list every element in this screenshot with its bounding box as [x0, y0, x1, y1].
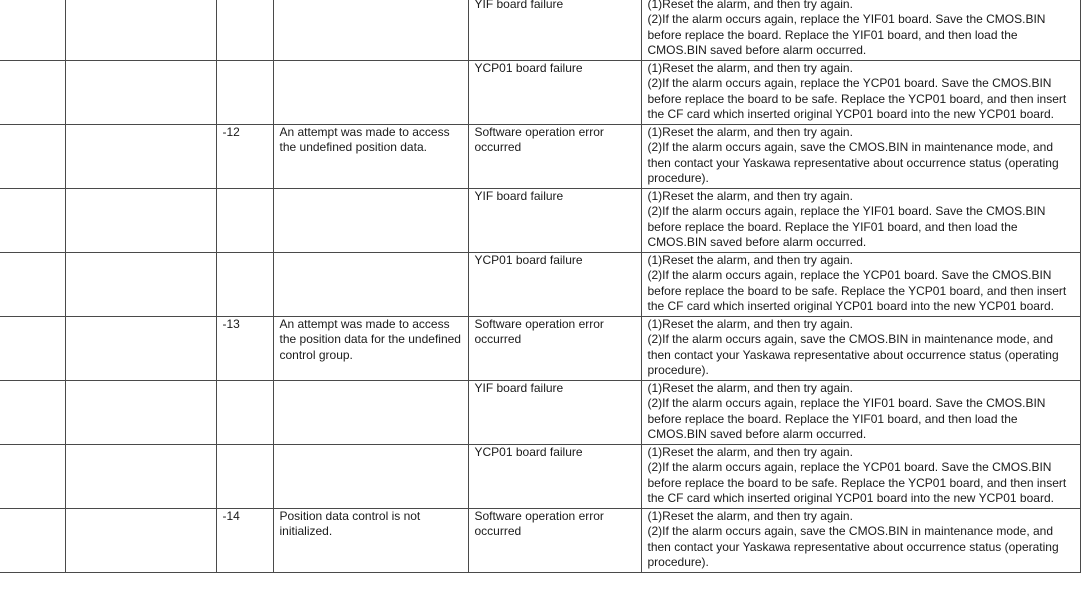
meaning-cell [273, 253, 468, 317]
cause-cell [468, 381, 641, 445]
meaning-cell [273, 125, 468, 189]
cause-text: YIF board failure [474, 189, 564, 203]
cause-text: YCP01 board failure [474, 253, 583, 267]
alarm-name-cell [65, 125, 216, 189]
alarm-code-cell [0, 189, 65, 253]
cause-text: Software operation error occurred [474, 509, 604, 539]
remedy-cell [641, 381, 1080, 445]
meaning-text: An attempt was made to access the position data for the undefined control group. [279, 317, 461, 362]
cause-text: YCP01 board failure [474, 445, 583, 459]
sub-code-text: -13 [222, 317, 240, 331]
table-row [0, 189, 1080, 253]
meaning-cell [273, 0, 468, 61]
sub-code-cell [216, 125, 273, 189]
alarm-name-cell [65, 381, 216, 445]
alarm-name-cell [65, 0, 216, 61]
remedy-text: (1)Reset the alarm, and then try again. (2)If the alarm occurs again, save the CMOS.BIN in maintenance mode, and then contact your Yaskawa representative about occurrence status (operating procedure). [647, 317, 1059, 377]
sub-code-cell [216, 253, 273, 317]
cause-cell [468, 509, 641, 573]
cause-cell [468, 61, 641, 125]
remedy-cell [641, 61, 1080, 125]
alarm-code-cell [0, 445, 65, 509]
sub-code-cell [216, 509, 273, 573]
remedy-text: (1)Reset the alarm, and then try again. (2)If the alarm occurs again, replace the YIF01 board. Save the CMOS.BIN before replace the board. Replace the YIF01 board, and then load the CMOS.BIN saved before alarm occurred. [647, 0, 1046, 57]
alarm-code-cell [0, 61, 65, 125]
remedy-cell [641, 317, 1080, 381]
sub-code-cell [216, 317, 273, 381]
sub-code-cell [216, 189, 273, 253]
alarm-name-cell [65, 253, 216, 317]
table-row [0, 61, 1080, 125]
sub-code-text: -12 [222, 125, 240, 139]
remedy-cell [641, 253, 1080, 317]
cause-text: YCP01 board failure [474, 61, 583, 75]
cause-text: YIF board failure [474, 381, 564, 395]
sub-code-text: -14 [222, 509, 240, 523]
remedy-cell [641, 0, 1080, 61]
cause-cell [468, 445, 641, 509]
table-row [0, 509, 1080, 573]
cause-text: Software operation error occurred [474, 317, 604, 347]
sub-code-cell [216, 61, 273, 125]
alarm-name-cell [65, 189, 216, 253]
table-row [0, 253, 1080, 317]
alarm-name-cell [65, 61, 216, 125]
meaning-cell [273, 189, 468, 253]
remedy-text: (1)Reset the alarm, and then try again. (2)If the alarm occurs again, save the CMOS.BIN in maintenance mode, and then contact your Yaskawa representative about occurrence status (operating procedure). [647, 125, 1059, 185]
alarm-code-cell [0, 125, 65, 189]
sub-code-cell [216, 381, 273, 445]
meaning-cell [273, 509, 468, 573]
cause-cell [468, 253, 641, 317]
cause-cell [468, 0, 641, 61]
table-row [0, 0, 1080, 61]
remedy-text: (1)Reset the alarm, and then try again. (2)If the alarm occurs again, replace the YCP01 board. Save the CMOS.BIN before replace the board to be safe. Replace the YCP01 board, and then insert the CF card which inserted original YCP01 board into the new YCP01 board. [647, 61, 1067, 121]
alarm-name-cell [65, 509, 216, 573]
alarm-code-cell [0, 0, 65, 61]
cause-text: Software operation error occurred [474, 125, 604, 155]
table-row [0, 125, 1080, 189]
meaning-cell [273, 317, 468, 381]
meaning-text: An attempt was made to access the undefined position data. [279, 125, 450, 155]
cause-cell [468, 317, 641, 381]
remedy-text: (1)Reset the alarm, and then try again. (2)If the alarm occurs again, replace the YCP01 board. Save the CMOS.BIN before replace the board to be safe. Replace the YCP01 board, and then insert the CF card which inserted original YCP01 board into the new YCP01 board. [647, 445, 1067, 505]
remedy-cell [641, 189, 1080, 253]
sub-code-cell [216, 445, 273, 509]
remedy-cell [641, 509, 1080, 573]
cause-cell [468, 189, 641, 253]
meaning-cell [273, 381, 468, 445]
remedy-text: (1)Reset the alarm, and then try again. (2)If the alarm occurs again, replace the YIF01 board. Save the CMOS.BIN before replace the board. Replace the YIF01 board, and then load the CMOS.BIN saved before alarm occurred. [647, 381, 1046, 441]
remedy-cell [641, 125, 1080, 189]
cause-cell [468, 125, 641, 189]
remedy-text: (1)Reset the alarm, and then try again. (2)If the alarm occurs again, replace the YCP01 board. Save the CMOS.BIN before replace the board to be safe. Replace the YCP01 board, and then insert the CF card which inserted original YCP01 board into the new YCP01 board. [647, 253, 1067, 313]
meaning-text: Position data control is not initialized. [279, 509, 421, 539]
sub-code-cell [216, 0, 273, 61]
meaning-cell [273, 61, 468, 125]
alarm-code-cell [0, 509, 65, 573]
cause-text: YIF board failure [474, 0, 564, 11]
alarm-name-cell [65, 445, 216, 509]
meaning-cell [273, 445, 468, 509]
remedy-cell [641, 445, 1080, 509]
alarm-code-cell [0, 253, 65, 317]
table-row [0, 317, 1080, 381]
remedy-text: (1)Reset the alarm, and then try again. (2)If the alarm occurs again, save the CMOS.BIN in maintenance mode, and then contact your Yaskawa representative about occurrence status (operating procedure). [647, 509, 1059, 569]
alarm-code-cell [0, 381, 65, 445]
table-row [0, 381, 1080, 445]
remedy-text: (1)Reset the alarm, and then try again. (2)If the alarm occurs again, replace the YIF01 board. Save the CMOS.BIN before replace the board. Replace the YIF01 board, and then load the CMOS.BIN saved before alarm occurred. [647, 189, 1046, 249]
alarm-name-cell [65, 317, 216, 381]
alarm-code-cell [0, 317, 65, 381]
table-row [0, 445, 1080, 509]
